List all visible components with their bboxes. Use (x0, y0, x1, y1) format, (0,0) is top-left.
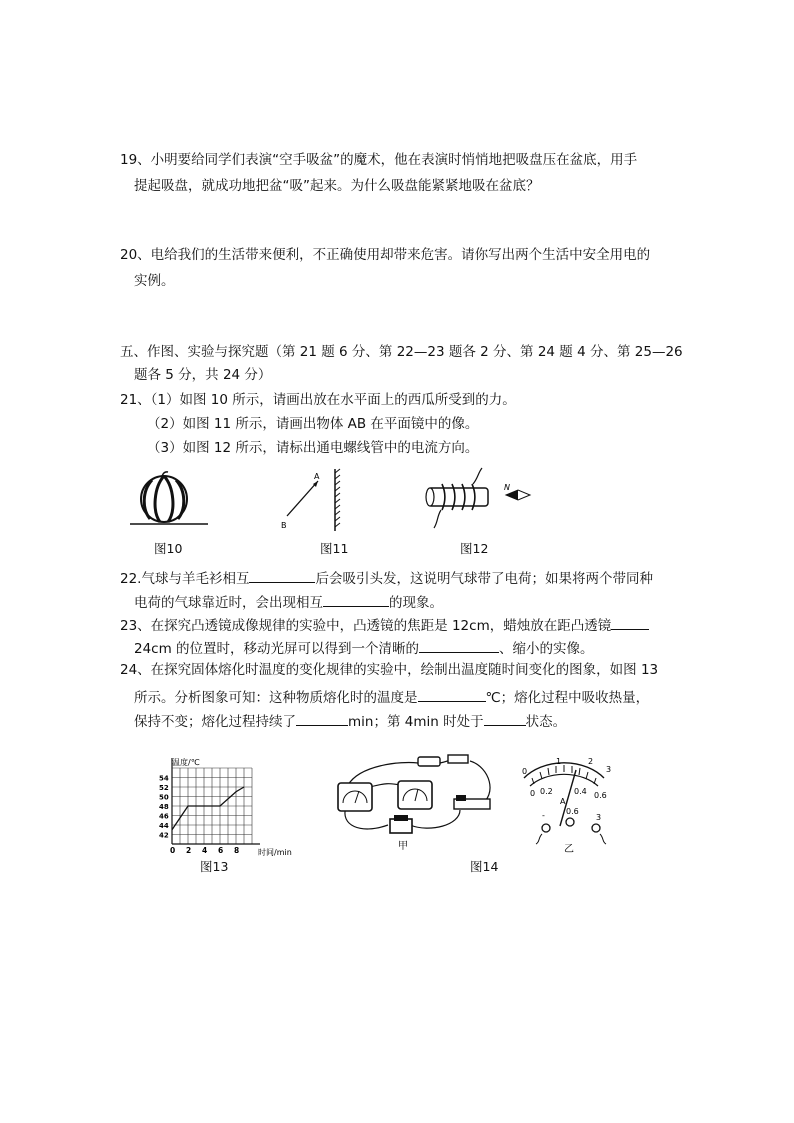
q22-blank-2[interactable] (323, 592, 389, 607)
y-tick-label: 54 (159, 774, 169, 783)
fig13-caption: 图13 (200, 859, 229, 874)
y-tick-label: 52 (159, 784, 169, 792)
meter-terminal-06: 0.6 (566, 807, 579, 816)
x-tick-label: 8 (234, 846, 240, 855)
ammeter-figure (516, 756, 616, 856)
q22-line2 (134, 592, 443, 612)
q23-text-1: 23、在探究凸透镜成像规律的实验中，凸透镜的焦距是 12cm，蜡烛放在距凸透镜 (120, 618, 612, 634)
q21-part3: （3）如图 12 所示，请标出通电螺线管中的电流方向。 (147, 440, 479, 456)
q19-line1: 19、小明要给同学们表演“空手吸盆”的魔术，他在表演时悄悄地把吸盘压在盆底，用手 (120, 152, 638, 168)
q21-part1: 21、（1）如图 10 所示，请画出放在水平面上的西瓜所受到的力。 (120, 392, 516, 408)
y-tick-label: 46 (159, 812, 169, 821)
chart-series (172, 787, 244, 830)
q23-text-2a: 24cm 的位置时，移动光屏可以得到一个清晰的 (134, 641, 420, 657)
q19-line2: 提起吸盘，就成功地把盆“吸”起来。为什么吸盘能紧紧地吸在盆底？ (134, 178, 540, 194)
q24-text-3a: 保持不变；熔化过程持续了 (134, 714, 296, 730)
q21-part2: （2）如图 11 所示，请画出物体 AB 在平面镜中的像。 (147, 416, 479, 432)
y-tick-label: 44 (159, 822, 169, 830)
chart-xlabel: 时间/min (258, 848, 292, 857)
series-line (172, 787, 244, 830)
q23-blank-2[interactable] (419, 638, 499, 653)
q24-line3 (134, 711, 566, 731)
q22-text-1a: 22.气球与羊毛衫相互 (120, 571, 250, 587)
q23-blank-1[interactable] (611, 615, 649, 630)
y-tick-label: 42 (159, 831, 169, 840)
circuit-figure (330, 755, 500, 850)
fig11-caption: 图11 (320, 541, 349, 556)
q22-text-2b: 的现象。 (389, 595, 443, 611)
q20-line2: 实例。 (134, 273, 175, 289)
section5-line1: 五、作图、实验与探究题（第 21 题 6 分、第 22—23 题各 2 分、第 24 题 4 分、第 25—26 (120, 344, 683, 360)
meter-bottom-04: 0.4 (574, 787, 587, 796)
fig11-label-b: B (281, 521, 287, 530)
q22-line1 (120, 568, 653, 588)
q24-line1: 24、在探究固体熔化时温度的变化规律的实验中，绘制出温度随时间变化的图象，如图 13 (120, 662, 659, 678)
q22-text-1b: 后会吸引头发，这说明气球带了电荷；如果将两个带同种 (315, 571, 653, 587)
q23-text-2b: 、缩小的实像。 (499, 641, 594, 657)
q24-line2 (134, 687, 649, 707)
meter-terminal-3: 3 (596, 813, 602, 822)
q23-line2 (134, 638, 594, 658)
meter-top-1: 1 (556, 757, 562, 766)
fig11-label-a: A (314, 472, 320, 481)
q24-blank-3[interactable] (484, 711, 526, 726)
fig12-label-n: N (504, 483, 510, 492)
fig14-caption: 图14 (470, 859, 499, 874)
q22-text-2a: 电荷的气球靠近时，会出现相互 (134, 595, 323, 611)
y-tick-label: 50 (159, 793, 169, 802)
solenoid-figure (420, 468, 540, 533)
q24-text-3c: 状态。 (525, 714, 567, 730)
meter-top-3: 3 (606, 765, 612, 774)
meter-unit-a: A (560, 797, 566, 806)
q24-blank-2[interactable] (296, 711, 348, 726)
mirror-figure (278, 467, 358, 537)
q22-blank-1[interactable] (249, 568, 315, 583)
q24-text-2a: 所示。分析图象可知：这种物质熔化时的温度是 (134, 690, 418, 706)
x-tick-label: 2 (186, 846, 192, 855)
meter-bottom-0: 0 (530, 789, 536, 798)
fig14-label-yi: 乙 (564, 844, 574, 855)
fig10-caption: 图10 (154, 541, 183, 556)
q24-blank-1[interactable] (418, 687, 486, 702)
meter-bottom-06: 0.6 (594, 791, 607, 800)
y-tick-label: 48 (159, 803, 169, 811)
x-tick-label: 4 (202, 846, 208, 855)
meter-top-2: 2 (588, 757, 594, 766)
chart-tick-labels (159, 775, 239, 856)
fig12-caption: 图12 (460, 541, 489, 556)
meter-bottom-02: 0.2 (540, 787, 553, 796)
q24-text-2b: ℃；熔化过程中吸收热量， (485, 690, 650, 706)
watermelon-figure (130, 473, 210, 533)
q24-text-3b: min；第 4min 时处于 (348, 714, 484, 730)
chart-axes (172, 758, 260, 844)
x-tick-label: 0 (170, 846, 176, 855)
meter-top-0: 0 (522, 767, 528, 776)
chart-ylabel: 温度/℃ (172, 758, 200, 767)
meter-terminal-minus: - (542, 811, 545, 820)
q20-line1: 20、电给我们的生活带来便利，不正确使用却带来危害。请你写出两个生活中安全用电的 (120, 247, 651, 263)
temperature-time-chart (150, 752, 310, 864)
q23-line1 (120, 615, 649, 635)
fig14-label-jia: 甲 (398, 841, 408, 852)
section5-line2: 题各 5 分，共 24 分） (134, 367, 272, 383)
x-tick-label: 6 (218, 846, 224, 855)
